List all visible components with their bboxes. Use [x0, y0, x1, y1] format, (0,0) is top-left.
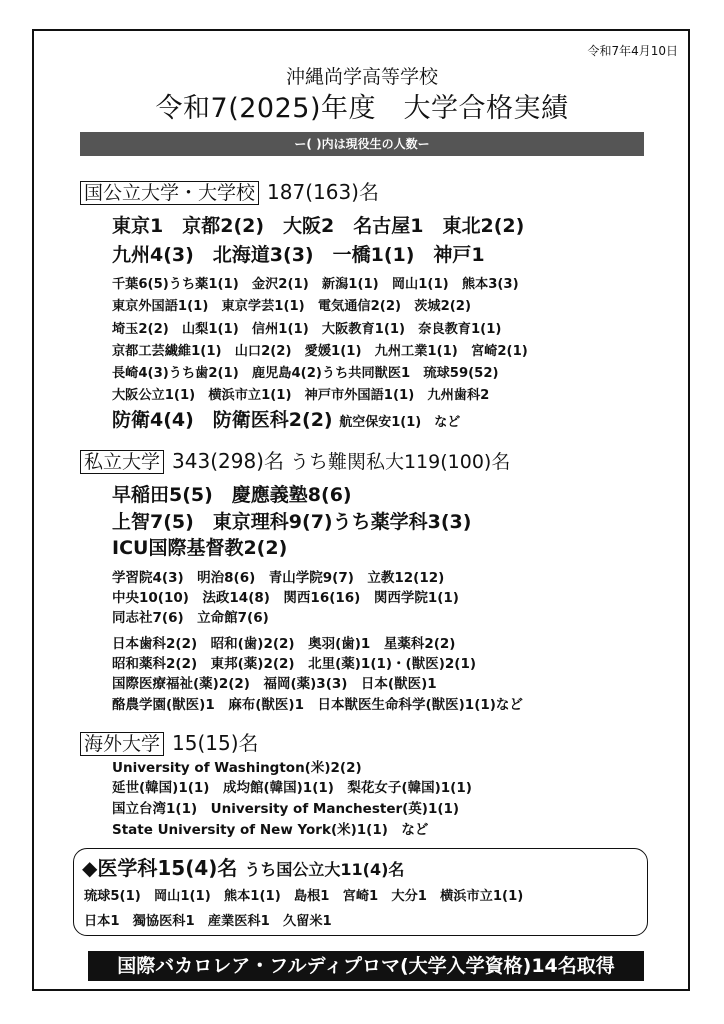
- national-minor-line: 千葉6(5)うち薬1(1) 金沢2(1) 新潟1(1) 岡山1(1) 熊本3(3): [112, 277, 519, 292]
- overseas-line: State University of New York(米)1(1) など: [112, 822, 429, 838]
- medical-line: 琉球5(1) 岡山1(1) 熊本1(1) 島根1 宮崎1 大分1 横浜市立1(1): [84, 889, 524, 904]
- overseas-line: 延世(韓国)1(1) 成均館(韓国)1(1) 梨花女子(韓国)1(1): [112, 780, 472, 796]
- defense-main: 防衛4(4) 防衛医科2(2): [112, 409, 333, 431]
- private-major-line: 上智7(5) 東京理科9(7)うち薬学科3(3): [112, 511, 472, 533]
- private-minor-line: 同志社7(6) 立命館7(6): [112, 610, 269, 626]
- national-major-line: 九州4(3) 北海道3(3) 一橋1(1) 神戸1: [112, 244, 485, 266]
- defense-misc: 航空保安1(1) など: [339, 415, 461, 430]
- private-minor-line: 昭和薬科2(2) 東邦(薬)2(2) 北里(薬)1(1)・(獣医)2(1): [112, 656, 477, 672]
- national-minor-line: 東京外国語1(1) 東京学芸1(1) 電気通信2(2) 茨城2(2): [112, 299, 471, 314]
- overseas-line: 国立台湾1(1) University of Manchester(英)1(1): [112, 801, 460, 817]
- section-national-count: 187(163)名: [267, 180, 379, 204]
- page-title: 令和7(2025)年度 大学合格実績: [155, 93, 569, 124]
- ib-banner: 国際バカロレア・フルディプロマ(大学入学資格)14名取得: [88, 951, 644, 981]
- section-national-header: [80, 176, 379, 205]
- section-overseas-label: 海外大学: [80, 732, 164, 756]
- private-minor-line: 酪農学園(獣医)1 麻布(獣医)1 日本獣医生命科学(獣医)1(1)など: [112, 697, 523, 713]
- medical-head-sub: うち国公立大11(4)名: [244, 860, 405, 879]
- overseas-line: University of Washington(米)2(2): [112, 760, 362, 776]
- private-minor-line: 学習院4(3) 明治8(6) 青山学院9(7) 立教12(12): [112, 570, 445, 586]
- section-national-label: 国公立大学・大学校: [80, 181, 259, 205]
- private-major-line: ICU国際基督教2(2): [112, 537, 288, 559]
- private-minor-line: 中央10(10) 法政14(8) 関西16(16) 関西学院1(1): [112, 590, 459, 606]
- section-overseas-count: 15(15)名: [172, 731, 259, 755]
- section-overseas-header: [80, 727, 259, 756]
- medical-head-main: ◆医学科15(4)名: [82, 856, 238, 880]
- note-band: ー( )内は現役生の人数ー: [80, 132, 644, 156]
- medical-head: [82, 852, 404, 881]
- private-minor-line: 国際医療福祉(薬)2(2) 福岡(薬)3(3) 日本(獣医)1: [112, 676, 437, 692]
- section-private-header: [80, 445, 510, 474]
- national-major-line: 東京1 京都2(2) 大阪2 名古屋1 東北2(2): [112, 215, 525, 237]
- defense-line: [112, 405, 460, 432]
- private-minor-line: 日本歯科2(2) 昭和(歯)2(2) 奥羽(歯)1 星薬科2(2): [112, 636, 456, 652]
- section-private-sub: うち難関私大119(100)名: [289, 451, 511, 473]
- national-minor-line: 大阪公立1(1) 横浜市立1(1) 神戸市外国語1(1) 九州歯科2: [112, 388, 490, 403]
- school-name: 沖縄尚学高等学校: [285, 66, 438, 88]
- section-private-label: 私立大学: [80, 450, 164, 474]
- section-private-count: 343(298)名: [172, 449, 284, 473]
- medical-line: 日本1 獨協医科1 産業医科1 久留米1: [84, 914, 332, 929]
- national-minor-line: 京都工芸繊維1(1) 山口2(2) 愛媛1(1) 九州工業1(1) 宮崎2(1): [112, 344, 528, 359]
- private-major-line: 早稲田5(5) 慶應義塾8(6): [112, 484, 352, 506]
- national-minor-line: 埼玉2(2) 山梨1(1) 信州1(1) 大阪教育1(1) 奈良教育1(1): [112, 322, 502, 337]
- national-minor-line: 長崎4(3)うち歯2(1) 鹿児島4(2)うち共同獣医1 琉球59(52): [112, 366, 499, 381]
- issue-date: 令和7年4月10日: [587, 44, 678, 58]
